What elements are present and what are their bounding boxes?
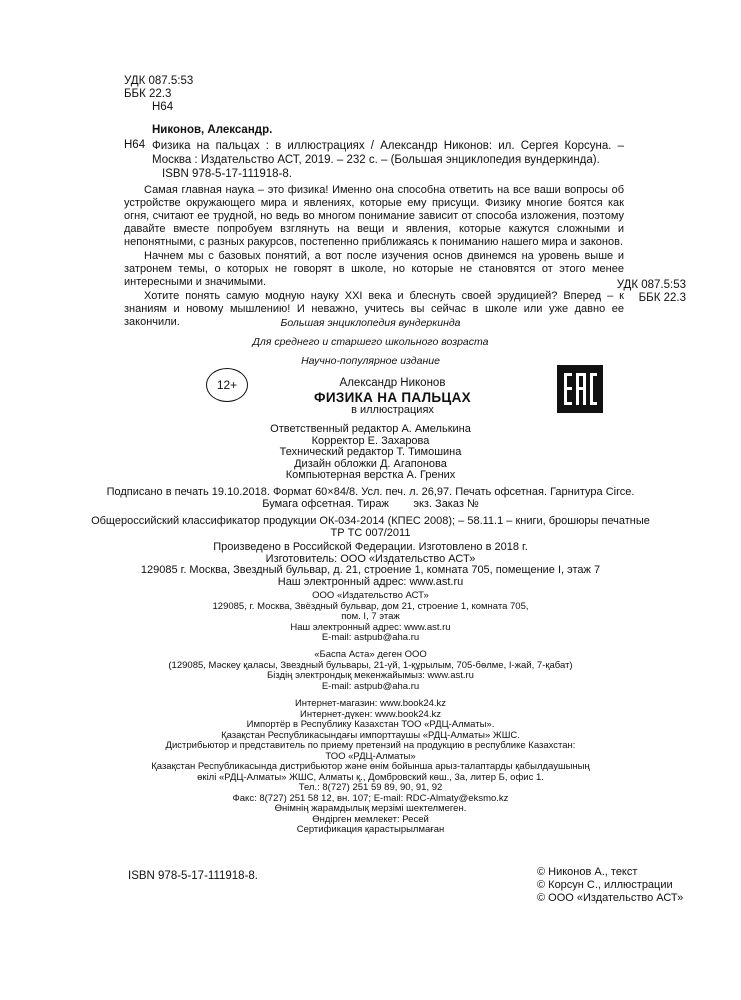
distribution-line: Қазақстан Республикасындағы импорттаушы «РДЦ-Алматы» ЖШС. <box>221 729 520 741</box>
distribution-line: Өнімнің жарамдылық мерзімі шектелмеген. <box>274 803 467 814</box>
kazakh-line: «Баспа Аста» деген ООО <box>314 649 427 660</box>
producer-line: Произведено в Российской Федерации. Изготовлено в 2018 г. <box>213 541 528 553</box>
distribution-line: Өндірген мемлекет: Ресей <box>312 813 429 825</box>
producer-line: Изготовитель: ООО «Издательство АСТ» <box>265 552 476 565</box>
staff-line: Дизайн обложки Д. Агапонова <box>294 457 447 470</box>
copyright-line: © ООО «Издательство АСТ» <box>537 892 684 904</box>
staff-line: Корректор Е. Захарова <box>311 434 430 447</box>
classifier-line: Общероссийский классификатор продукции ОК-034-2014 (КПЕС 2008); – 58.11.1 – книги, брошюры печатные <box>91 515 650 527</box>
bibliographic-description <box>152 139 624 167</box>
copyright-line: © Никонов А., текст <box>537 866 638 878</box>
editorial-staff <box>0 424 741 482</box>
author-mark-left: Н64 <box>124 139 146 151</box>
copyright-block <box>537 866 683 905</box>
distribution-line: ТОО «РДЦ-Алматы» <box>325 750 416 762</box>
bibliographic-text: Физика на пальцах : в иллюстрациях / Александр Никонов: ил. Сергея Корсуна. – Москва : Издательство АСТ, 2019. – 232 с. – (Большая энциклопедия вундеркинда). <box>152 140 624 166</box>
producer-line: Наш электронный адрес: www.ast.ru <box>277 575 464 588</box>
author-heading: Никонов, Александр. <box>152 124 273 136</box>
print-info <box>0 487 741 510</box>
publisher-line: Наш электронный адрес: www.ast.ru <box>290 621 451 633</box>
distribution-line: Факс: 8(727) 251 58 12, вн. 107; E-mail: RDC-Almaty@eksmo.kz <box>232 792 509 804</box>
book-subtitle: в иллюстрациях <box>351 404 434 416</box>
distribution-line: Интернет-магазин: www.book24.kz <box>294 698 447 709</box>
copyright-line: © Корсун С., иллюстрации <box>537 879 673 891</box>
classifier <box>0 516 741 539</box>
annotation-paragraph: Хотите понять самую модную науку XXI века и блеснуть своей эрудицией? Вперед – к знаниям и новому мышлению! И неважно, учитесь вы сейчас в школе или уже давно ее закончили. <box>124 290 624 328</box>
book-author: Александр Никонов <box>339 377 446 389</box>
distribution-line: Дистрибьютор и представитель по приему претензий на продукцию в республике Казахстан: <box>165 740 576 751</box>
kazakh-publisher-info <box>0 650 741 692</box>
publisher-info <box>0 591 741 644</box>
bbk-code-right: ББК 22.3 <box>638 292 686 304</box>
staff-line: Компьютерная верстка А. Грених <box>285 469 456 481</box>
distribution-line: Импортёр в Республику Казахстан ТОО «РДЦ-Алматы». <box>246 719 495 730</box>
publisher-line: E-mail: astpub@aha.ru <box>321 632 420 643</box>
edition-type: Научно-популярное издание <box>301 355 440 367</box>
annotation-paragraph: Начнем мы с базовых понятий, а вот после изучения основ двинемся на уровень выше и затронем темы, о которых не говорят в школе, но которые не становятся от этого менее интересными и значимыми. <box>124 250 624 288</box>
distribution-line: Интернет-дүкен: www.book24.kz <box>300 708 441 720</box>
age-group: Для среднего и старшего школьного возраста <box>252 336 489 348</box>
udk-block-right <box>560 279 686 305</box>
annotation <box>124 184 624 330</box>
eac-mark-icon <box>557 365 603 413</box>
publisher-line: пом. I, 7 этаж <box>341 611 400 622</box>
distribution-line: өкілі «РДЦ-Алматы» ЖШС, Алматы қ., Домбровский көш., 3а, литер Б, офис 1. <box>197 771 544 783</box>
udk-block-top <box>124 75 193 114</box>
print-line: Подписано в печать 19.10.2018. Формат 60×84/8. Усл. печ. л. 26,97. Печать офсетная. Гарнитура Circe. <box>106 486 635 498</box>
udk-code-right: УДК 087.5:53 <box>616 279 686 291</box>
kazakh-line: (129085, Мәскеу қаласы, Звездный бульвары, 21-үй, 1-құрылым, 705-бөлме, I-жай, 7-қабат) <box>168 659 573 671</box>
producer-line: 129085 г. Москва, Звездный бульвар, д. 21, строение 1, комната 705, помещение I, этаж 7 <box>140 564 601 576</box>
staff-line: Ответственный редактор А. Амелькина <box>270 423 471 435</box>
distribution-line: Тел.: 8(727) 251 59 89, 90, 91, 92 <box>298 782 443 793</box>
author-mark: Н64 <box>152 101 174 113</box>
kazakh-line: Біздің электрондық мекенжайымыз: www.ast.ru <box>267 670 474 681</box>
series-name: Большая энциклопедия вундеркинда <box>280 317 461 329</box>
publisher-line: ООО «Издательство АСТ» <box>312 590 429 601</box>
producer-info <box>0 542 741 588</box>
kazakh-line: E-mail: astpub@aha.ru <box>321 680 420 692</box>
distribution-line: Сертификация қарастырылмаған <box>296 824 445 835</box>
classifier-line: ТР ТС 007/2011 <box>330 526 411 539</box>
print-line: Бумага офсетная. Тираж экз. Заказ № <box>262 497 479 510</box>
distribution-line: Қазақстан Республикасында дистрибьютор және өнім бойынша арыз-талаптарды қабылдаушының <box>151 761 590 772</box>
staff-line: Технический редактор Т. Тимошина <box>279 446 462 458</box>
udk-code: УДК 087.5:53 <box>124 75 194 87</box>
annotation-paragraph: Самая главная наука – это физика! Именно она способна ответить на все ваши вопросы об устройстве окружающего мира и явлениях, которые ему присущи. Физику многие боятся как огня, считают ее трудной, но ведь во многом понимание зависит от способа изложения, поэтому давайте вместе попробуем взглянуть на вещи и явления, которые кажутся сложными и непонятными, с разных ракурсов, постепенно приближаясь к пониманию нашего мира и законов. <box>124 184 624 248</box>
publisher-line: 129085, г. Москва, Звёздный бульвар, дом 21, строение 1, комната 705, <box>212 600 529 612</box>
isbn-bottom: ISBN 978-5-17-111918-8. <box>128 870 258 882</box>
distribution-info <box>0 699 741 836</box>
isbn-top: ISBN 978-5-17-111918-8. <box>162 168 292 180</box>
bbk-code: ББК 22.3 <box>124 88 172 100</box>
book-title: ФИЗИКА НА ПАЛЬЦАХ <box>314 390 471 405</box>
age-rating-badge: 12+ <box>206 368 248 402</box>
